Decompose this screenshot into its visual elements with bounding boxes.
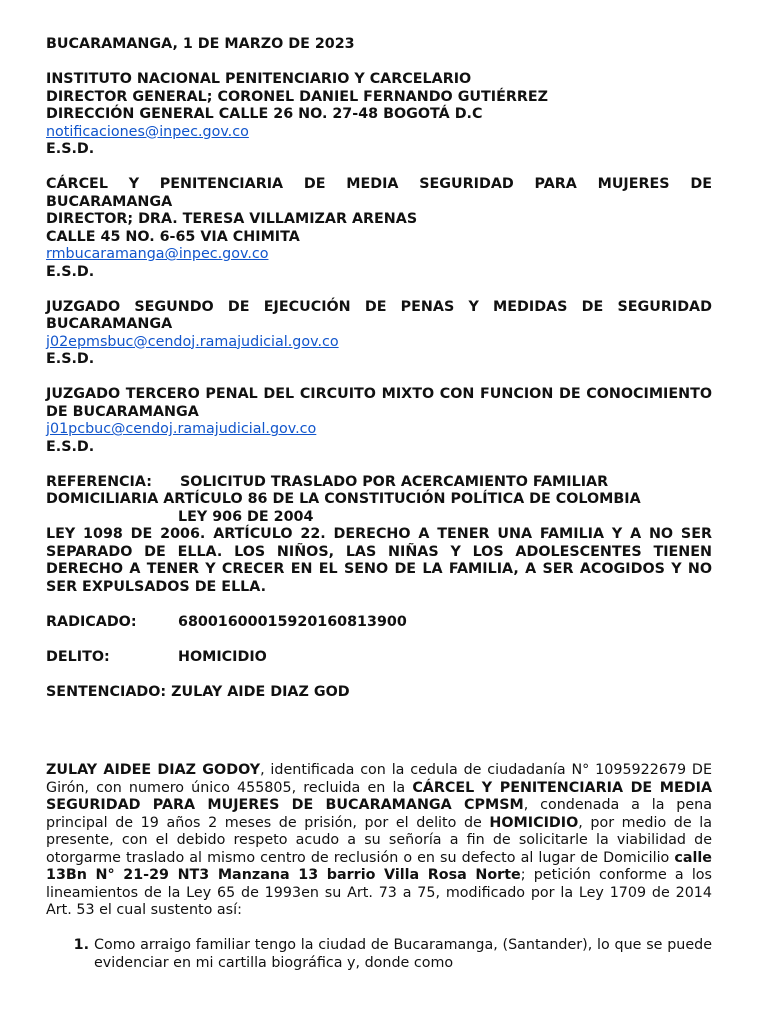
esd-label: E.S.D. xyxy=(46,438,95,455)
reference-line: DOMICILIARIA ARTÍCULO 86 DE LA CONSTITUCIÓN POLÍTICA DE COLOMBIA xyxy=(46,491,641,507)
body-paragraph xyxy=(46,762,712,920)
recipient-title: CÁRCEL Y PENITENCIARIA DE MEDIA SEGURIDAD PARA MUJERES DE BUCARAMANGA xyxy=(46,176,712,210)
delito-row xyxy=(46,649,712,667)
email-link[interactable]: rmbucaramanga@inpec.gov.co xyxy=(46,246,269,262)
reference-line: LEY 906 DE 2004 xyxy=(178,508,314,525)
recipient-juzgado-tercero xyxy=(46,386,712,456)
body-text: ; petición conforme a los lineamientos de la Ley 65 de 1993en su Art. 73 a 75, modificado por la Ley 1709 de 2014 Art. 53 el cual sustento así: xyxy=(46,867,713,918)
reference-line xyxy=(46,474,712,492)
recipient-juzgado-segundo xyxy=(46,299,712,369)
delito-value: HOMICIDIO xyxy=(178,648,267,665)
recipient-line: CALLE 45 NO. 6-65 VIA CHIMITA xyxy=(46,228,300,245)
body-text: , identificada con la cedula de ciudadanía N° 1095922679 DE Girón, con numero único 455805, recluida en la xyxy=(46,762,712,796)
sentenciado-row xyxy=(46,684,712,702)
radicado-row xyxy=(46,614,712,632)
institution-name: CÁRCEL Y PENITENCIARIA DE MEDIA SEGURIDAD PARA MUJERES DE BUCARAMANGA CPMSM xyxy=(46,779,713,813)
email-link[interactable]: j02epmsbuc@cendoj.ramajudicial.gov.co xyxy=(46,333,339,350)
recipient-inpec xyxy=(46,71,712,159)
place-date: BUCARAMANGA, 1 DE MARZO DE 2023 xyxy=(46,36,355,52)
reference-paragraph: LEY 1098 DE 2006. ARTÍCULO 22. DERECHO A TENER UNA FAMILIA Y A NO SER SEPARADO DE ELLA. LOS NIÑOS, LAS NIÑAS Y LOS ADOLESCENTES TIENEN DERECHO A TENER Y CRECER EN EL SENO DE LA FAMILIA, A SER ACOGIDOS Y NO SER EXPULSADOS DE ELLA. xyxy=(46,526,712,595)
reference-block xyxy=(46,474,712,597)
recipient-carcel xyxy=(46,176,712,281)
esd-label: E.S.D. xyxy=(46,263,95,280)
body-text: , condenada a la pena principal de 19 años 2 meses de prisión, por el delito de xyxy=(46,797,713,831)
email-link[interactable]: j01pcbuc@cendoj.ramajudicial.gov.co xyxy=(46,421,317,437)
recipient-line: DIRECTOR; DRA. TERESA VILLAMIZAR ARENAS xyxy=(46,211,418,227)
radicado-value: 68001600015920160813900 xyxy=(178,613,407,630)
recipient-title: JUZGADO SEGUNDO DE EJECUCIÓN DE PENAS Y MEDIDAS DE SEGURIDAD BUCARAMANGA xyxy=(46,298,712,332)
esd-label: E.S.D. xyxy=(46,141,95,157)
radicado-label: RADICADO: xyxy=(46,613,137,630)
home-address: calle 13Bn N° 21-29 NT3 Manzana 13 barrio Villa Rosa Norte xyxy=(46,849,712,883)
recipient-line: DIRECTOR GENERAL; CORONEL DANIEL FERNANDO GUTIÉRREZ xyxy=(46,88,549,105)
sentenciado-value: ZULAY AIDE DIAZ GOD xyxy=(171,683,350,700)
document-page xyxy=(46,36,712,972)
crime-name: HOMICIDIO xyxy=(489,814,579,831)
reference-subject: SOLICITUD TRASLADO POR ACERCAMIENTO FAMILIAR xyxy=(180,473,609,490)
delito-label: DELITO: xyxy=(46,648,110,665)
recipient-line: DIRECCIÓN GENERAL CALLE 26 NO. 27-48 BOGOTÁ D.C xyxy=(46,106,483,122)
recipient-title: JUZGADO TERCERO PENAL DEL CIRCUITO MIXTO CON FUNCION DE CONOCIMIENTO DE BUCARAMANGA xyxy=(46,386,712,420)
sentenciado-label: SENTENCIADO: xyxy=(46,683,167,700)
petitioner-name: ZULAY AIDEE DIAZ GODOY xyxy=(46,762,261,778)
list-item: 1. Como arraigo familiar tengo la ciudad de Bucaramanga, (Santander), lo que se puede evidenciar en mi cartilla biográfica y, donde como xyxy=(94,937,712,972)
body-text: , por medio de la presente, con el debido respeto acudo a su señoría a fin de solicitarle la viabilidad de otorgarme traslado al mismo centro de reclusión o en su defecto al lugar de Domicilio xyxy=(46,814,712,866)
argument-list xyxy=(46,937,712,972)
esd-label: E.S.D. xyxy=(46,351,95,367)
reference-label: REFERENCIA: xyxy=(46,473,152,490)
email-link[interactable]: notificaciones@inpec.gov.co xyxy=(46,123,249,140)
recipient-line: INSTITUTO NACIONAL PENITENCIARIO Y CARCELARIO xyxy=(46,71,472,87)
